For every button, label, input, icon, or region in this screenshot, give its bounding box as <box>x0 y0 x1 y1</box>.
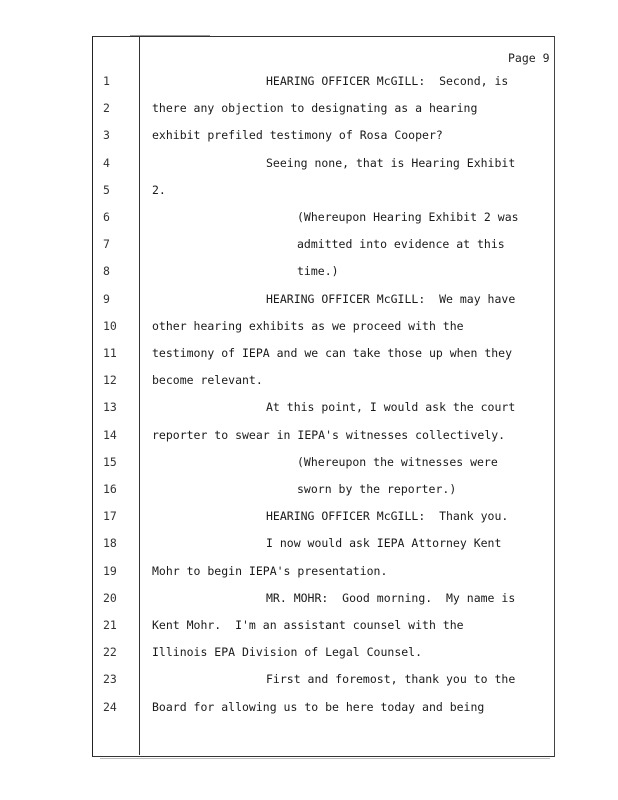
line-number: 6 <box>103 210 110 224</box>
transcript-line <box>0 183 618 203</box>
line-text: (Whereupon the witnesses were <box>297 454 498 469</box>
line-text: reporter to swear in IEPA's witnesses collectively. <box>152 427 506 442</box>
transcript-line <box>0 400 618 420</box>
line-number: 3 <box>103 128 110 143</box>
line-number: 10 <box>103 318 117 333</box>
line-text: Seeing none, that is Hearing Exhibit <box>266 155 516 170</box>
transcript-line <box>0 74 618 94</box>
line-text: Mohr to begin IEPA's presentation. <box>152 563 388 578</box>
line-number: 12 <box>103 373 117 388</box>
line-number: 20 <box>103 590 117 605</box>
transcript-line <box>0 210 618 230</box>
line-number: 15 <box>103 454 117 469</box>
transcript-line <box>0 237 618 257</box>
line-number: 14 <box>103 427 117 442</box>
line-number: 7 <box>103 237 110 252</box>
line-text: HEARING OFFICER McGILL: Thank you. <box>266 509 509 524</box>
transcript-line <box>0 564 618 584</box>
line-text: testimony of IEPA and we can take those up when they <box>152 346 513 360</box>
line-number: 4 <box>103 155 110 170</box>
line-number: 9 <box>103 291 110 306</box>
scan-mark-bottom <box>100 758 550 759</box>
transcript-line <box>0 645 618 665</box>
line-text: At this point, I would ask the court <box>266 400 516 415</box>
transcript-line <box>0 591 618 611</box>
line-number: 5 <box>103 182 110 197</box>
line-number: 1 <box>103 74 110 88</box>
line-text: admitted into evidence at this <box>297 237 505 252</box>
line-text: HEARING OFFICER McGILL: Second, is <box>266 74 509 88</box>
line-text: exhibit prefiled testimony of Rosa Cooper? <box>152 128 443 143</box>
line-number: 8 <box>103 264 110 279</box>
transcript-line <box>0 101 618 121</box>
line-text: sworn by the reporter.) <box>297 482 457 496</box>
line-number: 18 <box>103 536 117 551</box>
line-number: 13 <box>103 400 117 415</box>
line-number: 24 <box>103 699 117 714</box>
line-text: Illinois EPA Division of Legal Counsel. <box>152 645 423 660</box>
line-number: 2 <box>103 101 110 116</box>
line-text: HEARING OFFICER McGILL: We may have <box>266 291 516 306</box>
transcript-line <box>0 455 618 475</box>
line-number: 11 <box>103 346 117 360</box>
line-number: 19 <box>103 563 117 578</box>
line-text: Kent Mohr. I'm an assistant counsel with the <box>152 618 464 632</box>
line-number: 23 <box>103 672 117 687</box>
transcript-line <box>0 428 618 448</box>
transcript-line <box>0 373 618 393</box>
transcript-line <box>0 618 618 638</box>
transcript-line <box>0 672 618 692</box>
scan-mark-top <box>130 35 210 36</box>
line-number: 16 <box>103 482 117 496</box>
transcript-line <box>0 128 618 148</box>
transcript-line <box>0 482 618 502</box>
transcript-line <box>0 536 618 556</box>
line-text: First and foremost, thank you to the <box>266 672 516 687</box>
line-number: 22 <box>103 645 117 660</box>
transcript-line <box>0 509 618 529</box>
page-number: Page 9 <box>508 51 550 65</box>
line-text: become relevant. <box>152 373 263 388</box>
line-text: MR. MOHR: Good morning. My name is <box>266 590 516 605</box>
line-text: (Whereupon Hearing Exhibit 2 was <box>297 210 519 224</box>
line-number: 21 <box>103 618 117 632</box>
transcript-line <box>0 319 618 339</box>
line-text: Board for allowing us to be here today and being <box>152 699 485 714</box>
line-text: time.) <box>297 264 339 279</box>
transcript-line <box>0 264 618 284</box>
transcript-line <box>0 346 618 366</box>
transcript-line <box>0 156 618 176</box>
transcript-line <box>0 700 618 720</box>
transcript-line <box>0 292 618 312</box>
line-text: I now would ask IEPA Attorney Kent <box>266 536 502 551</box>
line-text: there any objection to designating as a hearing <box>152 101 478 116</box>
line-number: 17 <box>103 509 117 524</box>
line-text: 2. <box>152 182 166 197</box>
line-text: other hearing exhibits as we proceed with the <box>152 318 464 333</box>
